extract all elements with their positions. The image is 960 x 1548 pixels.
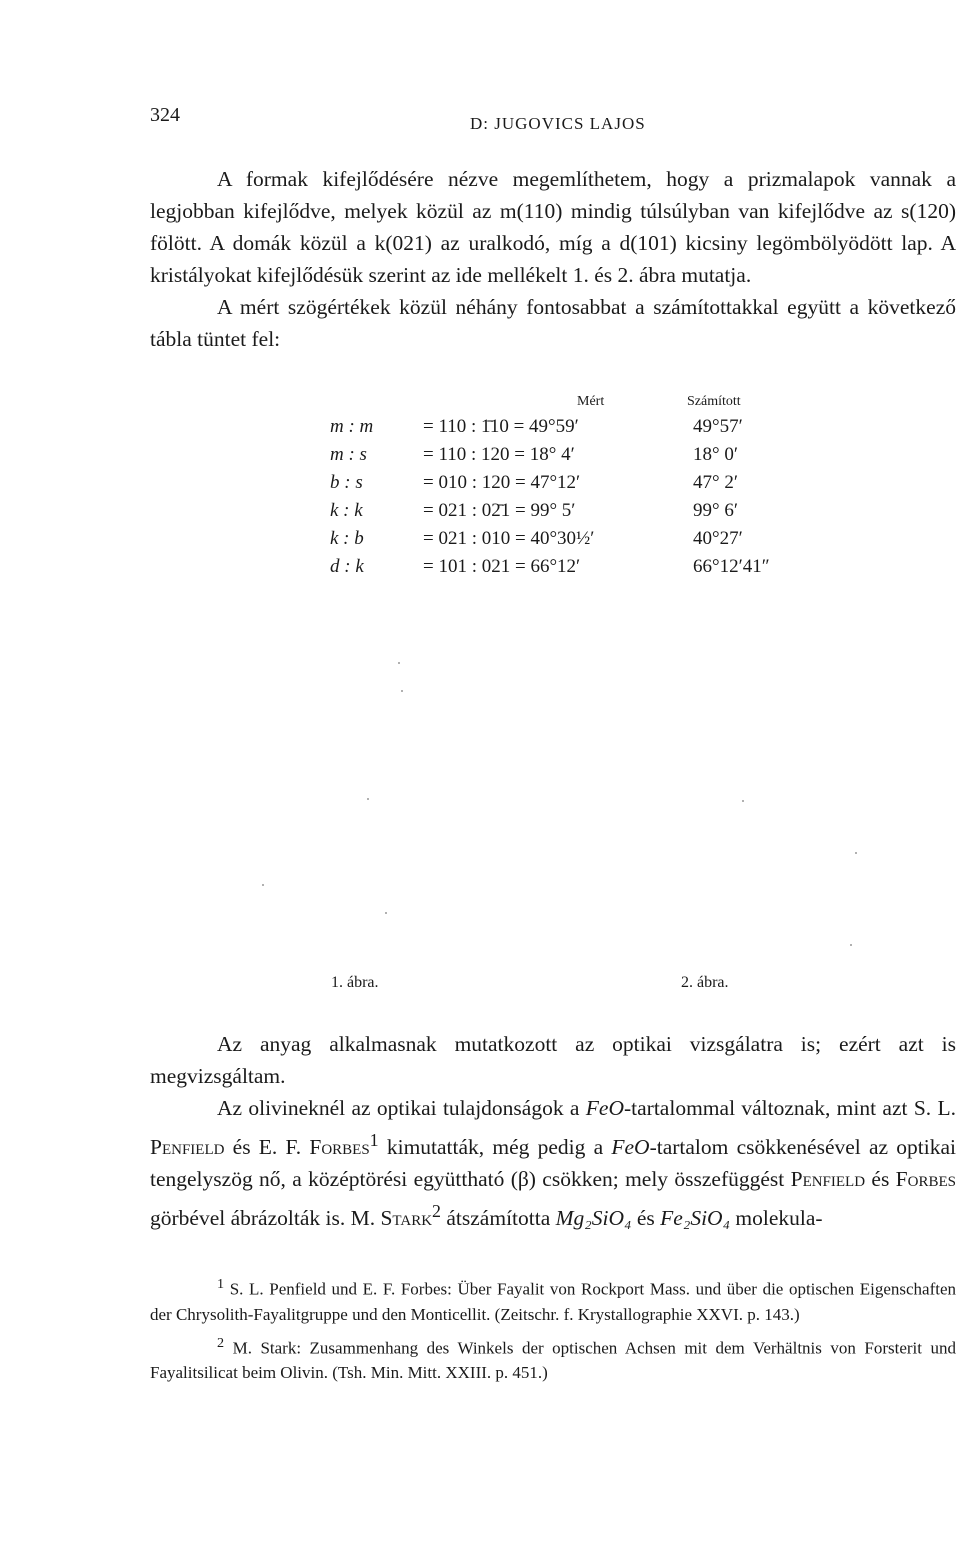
row-relation: d : k [330, 556, 364, 577]
row-equation: = 110 : 120 = 18° 4′ [423, 444, 575, 465]
footnote-2: $^2$ M. Stark: Zusammenhang des Winkels der optischen Achsen mit dem Verhältnis von Forsterit und Fayalitsilicat beim Olivin. (Tsh. Min. Mitt. XXIII. p. 451.) [150, 1334, 956, 1383]
figure-caption-1: 1. ábra. [331, 974, 379, 991]
table-row [330, 444, 830, 472]
paragraph-optics [150, 1028, 956, 1234]
table-row [330, 528, 830, 556]
row-relation: k : b [330, 528, 364, 549]
paragraph-text: Az anyag alkalmasnak mutatkozott az optikai vizsgálatra is; ezért azt is megvizsgáltam. [150, 1032, 956, 1088]
table-row [330, 500, 830, 528]
row-calculated: 18° 0′ [693, 444, 739, 465]
row-equation: = 101 : 021 = 66°12′ [423, 556, 581, 577]
table-row [330, 472, 830, 500]
running-head: D: JUGOVICS LAJOS [470, 114, 646, 133]
row-relation: k : k [330, 500, 363, 521]
footnotes [150, 1272, 956, 1389]
row-calculated: 40°27′ [693, 528, 743, 549]
row-equation: = 010 : 120 = 47°12′ [423, 472, 581, 493]
column-header-measured: Mért [577, 394, 605, 409]
row-calculated: 47° 2′ [693, 472, 739, 493]
row-calculated: 99° 6′ [693, 500, 739, 521]
row-relation: m : s [330, 444, 367, 465]
row-relation: b : s [330, 472, 363, 493]
table-row [330, 556, 830, 584]
figure-caption-2: 2. ábra. [681, 974, 729, 991]
page-number: 324 [150, 104, 180, 126]
row-calculated: 49°57′ [693, 416, 743, 437]
paragraph-text: A formak kifejlődésére nézve megemlíthetem, hogy a prizmalapok vannak a legjobban kifejlődve, melyek közül az m(110) mindig túlsúlyban van kifejlődve az s(120) fölött. A domák közül a k(021) az uralkodó, míg a d(101) kicsiny legömbölyödött lap. A kristályokat kifejlődésük szerint az ide mellékelt 1. és 2. ábra mutatja. [150, 167, 956, 287]
column-header-calculated: Számított [687, 394, 741, 409]
paragraph-text: A mért szögértékek közül néhány fontosabbat a számítottakkal együtt a következő tábla tüntet fel: [150, 295, 956, 351]
table-row [330, 416, 830, 444]
row-calculated: 66°12′41″ [693, 556, 770, 577]
paragraph-text: Az olivineknél az optikai tulajdonságok a FeO-tartalommal változnak, mint azt S. L. Penfield és E. F. Forbes$^1$ kimutatták, még pedig a FeO-tartalom csökkenésével az optikai tengelyszög nő, a középtörési együttható (β) csökken; mely összefüggést Penfield és Forbes görbével ábrázolták is. M. Stark$^2$ átszámította Mg₂SiO₄ és Fe₂SiO₄ molekula- [150, 1096, 956, 1231]
paragraph-crystal-forms [150, 163, 956, 355]
footnote-1: $^1$ S. L. Penfield und E. F. Forbes: Über Fayalit von Rockport Mass. und über die optischen Eigenschaften der Chrysolith-Fayalitgruppe und den Monticellit. (Zeitschr. f. Krystallographie XXVI. p. 143.) [150, 1276, 957, 1324]
row-equation: = 110 : 1̄10 = 49°59′ [423, 416, 579, 437]
row-relation: m : m [330, 416, 374, 437]
row-equation: = 021 : 02̄1 = 99° 5′ [423, 500, 576, 521]
row-equation: = 021 : 010 = 40°30½′ [423, 528, 595, 549]
